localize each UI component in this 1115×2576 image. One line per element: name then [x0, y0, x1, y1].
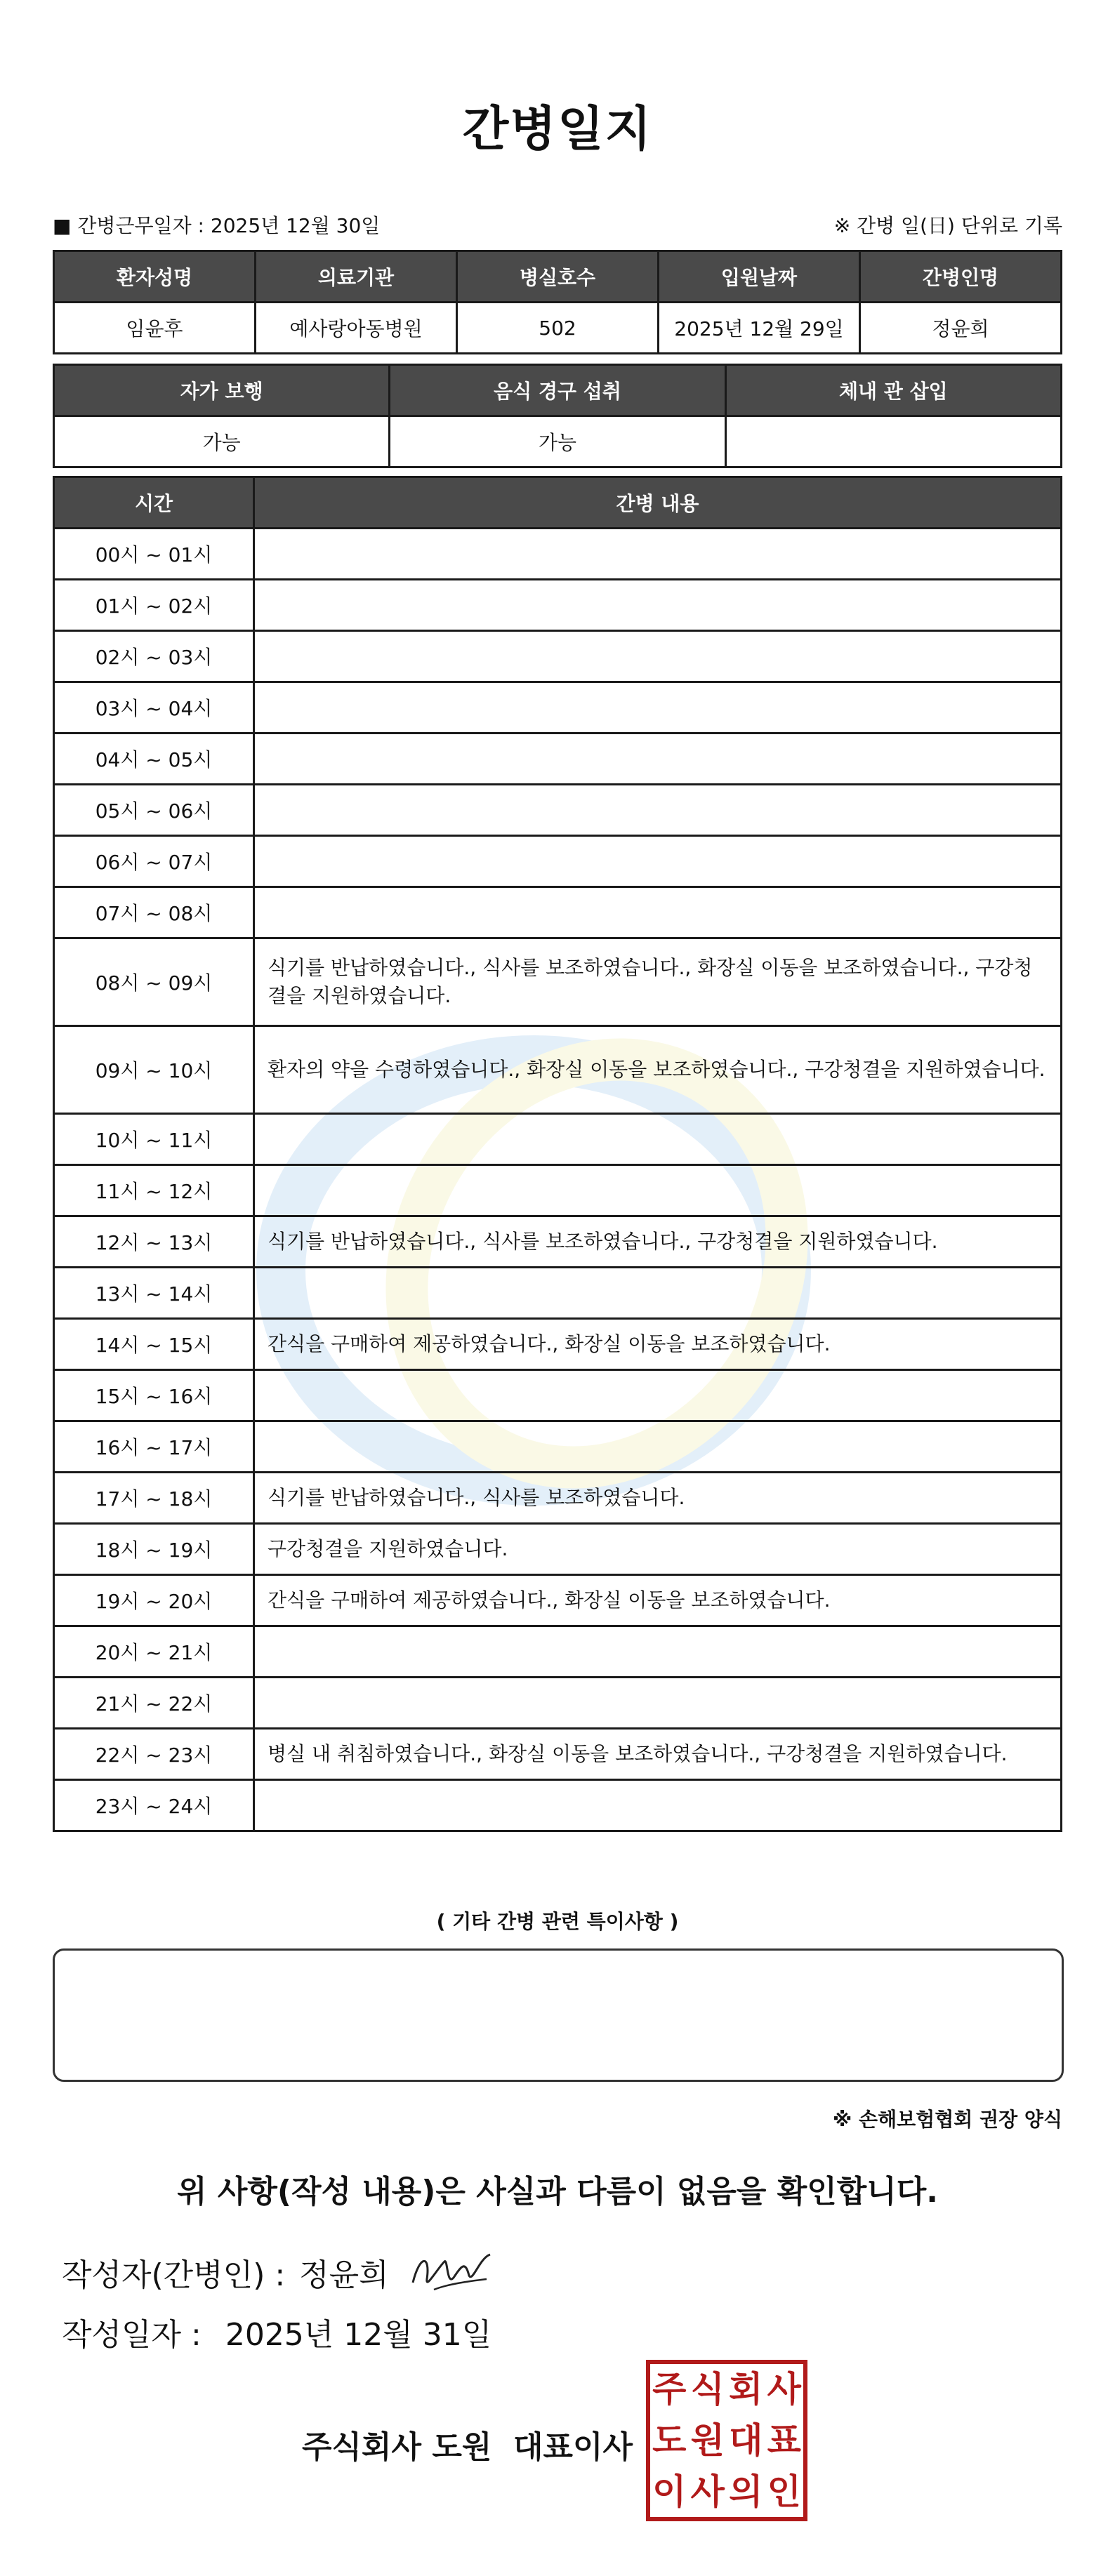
page-title: 간병일지	[462, 102, 653, 157]
care-log-table	[53, 476, 1062, 1832]
row-content: 식기를 반납하였습니다., 식사를 보조하였습니다., 화장실 이동을 보조하였습니다., 구강청결을 지원하였습니다.	[254, 938, 1062, 1026]
header-caregiver: 간병인명	[860, 251, 1062, 303]
row-time: 16시 ~ 17시	[54, 1421, 254, 1473]
row-time: 05시 ~ 06시	[54, 785, 254, 836]
table-row	[54, 529, 1062, 580]
writer-name: 정윤희	[299, 2257, 389, 2293]
writer-line	[62, 2240, 497, 2304]
row-content: 식기를 반납하였습니다., 식사를 보조하였습니다.	[254, 1473, 1062, 1524]
date-label: 작성일자 :	[62, 2317, 202, 2353]
header-admission-date: 입원날짜	[659, 251, 860, 303]
row-content	[254, 785, 1062, 836]
row-time: 21시 ~ 22시	[54, 1678, 254, 1729]
oral-intake-value: 가능	[390, 416, 725, 467]
row-time: 17시 ~ 18시	[54, 1473, 254, 1524]
row-time: 19시 ~ 20시	[54, 1575, 254, 1626]
notes-caption: ( 기타 간병 관련 특이사항 )	[436, 1910, 679, 1933]
room-number: 502	[457, 303, 659, 354]
hospital-name: 예사랑아동병원	[256, 303, 457, 354]
info-row	[53, 211, 1062, 239]
table-row	[54, 580, 1062, 631]
row-content	[254, 1678, 1062, 1729]
confirm-statement: 위 사항(작성 내용)은 사실과 다름이 없음을 확인합니다.	[177, 2174, 938, 2210]
table-row	[54, 938, 1062, 1026]
row-time: 08시 ~ 09시	[54, 938, 254, 1026]
row-time: 20시 ~ 21시	[54, 1626, 254, 1678]
table-row	[54, 1114, 1062, 1165]
table-row	[54, 1026, 1062, 1114]
row-content	[254, 1268, 1062, 1319]
row-time: 23시 ~ 24시	[54, 1780, 254, 1831]
table-row	[54, 887, 1062, 938]
work-date-label: ■ 간병근무일자 :	[53, 214, 204, 237]
table-row	[54, 1268, 1062, 1319]
row-content	[254, 1780, 1062, 1831]
notes-box	[53, 1948, 1064, 2082]
row-time: 02시 ~ 03시	[54, 631, 254, 682]
row-time: 15시 ~ 16시	[54, 1370, 254, 1421]
table-row	[54, 1216, 1062, 1268]
date-value: 2025년 12월 31일	[225, 2317, 492, 2353]
row-content	[254, 1626, 1062, 1678]
row-content	[254, 529, 1062, 580]
table-row	[54, 1626, 1062, 1678]
row-time: 00시 ~ 01시	[54, 529, 254, 580]
patient-table	[53, 250, 1062, 354]
row-time: 09시 ~ 10시	[54, 1026, 254, 1114]
row-time: 01시 ~ 02시	[54, 580, 254, 631]
table-row	[54, 682, 1062, 733]
table-row	[54, 733, 1062, 785]
row-time: 04시 ~ 05시	[54, 733, 254, 785]
header-patient-name: 환자성명	[54, 251, 256, 303]
row-content	[254, 682, 1062, 733]
row-content: 간식을 구매하여 제공하였습니다., 화장실 이동을 보조하였습니다.	[254, 1575, 1062, 1626]
header-tube: 체내 관 삽입	[725, 365, 1061, 416]
row-content	[254, 1165, 1062, 1216]
header-care-content: 간병 내용	[254, 477, 1062, 529]
patient-name: 임윤후	[54, 303, 256, 354]
unit-note: ※ 간병 일(日) 단위로 기록	[833, 214, 1062, 237]
row-content	[254, 836, 1062, 887]
header-walking: 자가 보행	[54, 365, 390, 416]
row-content	[254, 1114, 1062, 1165]
caregiver-name: 정윤희	[860, 303, 1062, 354]
table-row	[54, 836, 1062, 887]
header-oral-intake: 음식 경구 섭취	[390, 365, 725, 416]
row-content: 환자의 약을 수령하였습니다., 화장실 이동을 보조하였습니다., 구강청결을 지원하였습니다.	[254, 1026, 1062, 1114]
row-content	[254, 1421, 1062, 1473]
table-row	[54, 1575, 1062, 1626]
row-content: 구강청결을 지원하였습니다.	[254, 1524, 1062, 1575]
date-line	[62, 2309, 491, 2354]
row-time: 03시 ~ 04시	[54, 682, 254, 733]
table-row	[54, 1729, 1062, 1780]
row-time: 18시 ~ 19시	[54, 1524, 254, 1575]
row-content	[254, 887, 1062, 938]
work-date-value: 2025년 12월 30일	[210, 214, 381, 237]
admission-date: 2025년 12월 29일	[659, 303, 860, 354]
table-row	[54, 1421, 1062, 1473]
row-content: 병실 내 취침하였습니다., 화장실 이동을 보조하였습니다., 구강청결을 지원하였습니다.	[254, 1729, 1062, 1780]
header-time: 시간	[54, 477, 254, 529]
row-content	[254, 580, 1062, 631]
walking-value: 가능	[54, 416, 390, 467]
tube-value	[725, 416, 1061, 467]
table-row	[54, 1524, 1062, 1575]
table-row	[54, 1370, 1062, 1421]
company-seal-stamp: 주 식 회 사 도 원 대 표 이 사 의 인	[646, 2360, 807, 2521]
recommendation-note: ※ 손해보험협회 권장 양식	[833, 2108, 1062, 2131]
row-time: 10시 ~ 11시	[54, 1114, 254, 1165]
table-row	[54, 1473, 1062, 1524]
table-row	[54, 1319, 1062, 1370]
company-name: 주식회사 도원 대표이사	[302, 2429, 633, 2465]
row-time: 07시 ~ 08시	[54, 887, 254, 938]
row-time: 22시 ~ 23시	[54, 1729, 254, 1780]
writer-label: 작성자(간병인) :	[62, 2257, 286, 2293]
row-time: 13시 ~ 14시	[54, 1268, 254, 1319]
row-time: 06시 ~ 07시	[54, 836, 254, 887]
header-hospital: 의료기관	[256, 251, 457, 303]
row-content: 식기를 반납하였습니다., 식사를 보조하였습니다., 구강청결을 지원하였습니다.	[254, 1216, 1062, 1268]
table-row	[54, 1165, 1062, 1216]
row-time: 12시 ~ 13시	[54, 1216, 254, 1268]
row-content: 간식을 구매하여 제공하였습니다., 화장실 이동을 보조하였습니다.	[254, 1319, 1062, 1370]
header-room: 병실호수	[457, 251, 659, 303]
table-row	[54, 1780, 1062, 1831]
status-table	[53, 364, 1062, 468]
table-row	[54, 1678, 1062, 1729]
signature-icon	[406, 2240, 497, 2304]
row-content	[254, 1370, 1062, 1421]
row-content	[254, 631, 1062, 682]
row-time: 11시 ~ 12시	[54, 1165, 254, 1216]
table-row	[54, 785, 1062, 836]
row-content	[254, 733, 1062, 785]
table-row	[54, 631, 1062, 682]
row-time: 14시 ~ 15시	[54, 1319, 254, 1370]
